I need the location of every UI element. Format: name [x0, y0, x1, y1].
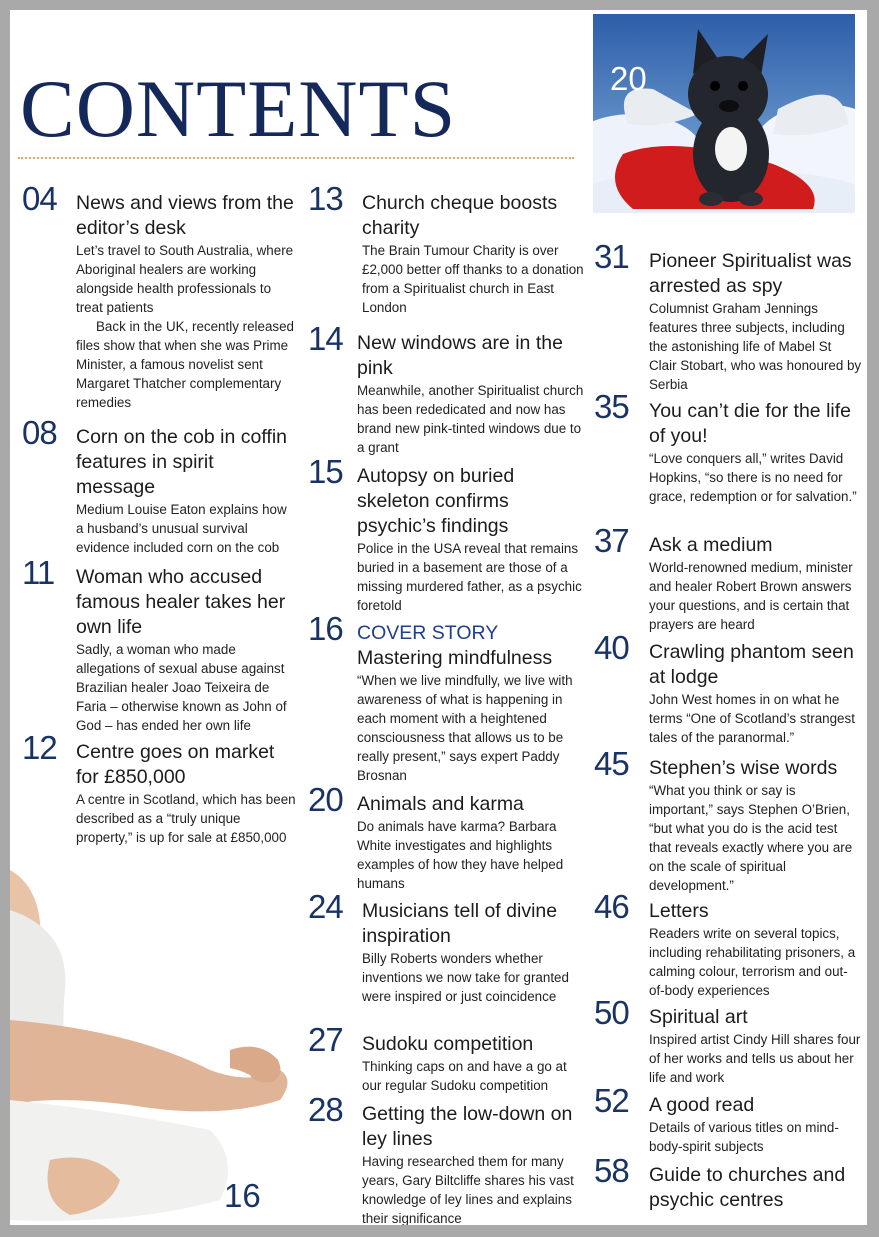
page-number: 16 [308, 610, 343, 647]
entry-description: Columnist Graham Jennings features three subjects, including the astonishing life of Mabel St Clair Stobart, who was honoured by Serbia [649, 301, 862, 392]
entry-headline: Stephen’s wise words [649, 757, 838, 779]
contents-entry[interactable] [22, 416, 297, 557]
page-number: 45 [594, 745, 629, 782]
contents-entry[interactable] [594, 996, 862, 1087]
page-number: 58 [594, 1152, 629, 1189]
entry-description: Readers write on several topics, including rehabilitating prisoners, a calming colour, terrorism and out-of-body experiences [649, 926, 856, 998]
entry-description: Police in the USA reveal that remains buried in a basement are those of a missing murdered father, as a psychic foretold [357, 541, 582, 613]
entry-headline: Corn on the cob in coffin features in spirit message [76, 426, 288, 498]
entry-headline: News and views from the editor’s desk [76, 192, 294, 239]
dog-photo [593, 14, 855, 213]
page-number: 04 [22, 180, 57, 217]
page-number: 13 [308, 180, 343, 217]
page-number: 15 [308, 453, 343, 490]
entry-headline: Church cheque boosts charity [362, 192, 558, 239]
entry-description: World-renowned medium, minister and healer Robert Brown answers your questions, and is certain that prayers are heard [649, 560, 853, 632]
yoga-photo-page-number: 16 [224, 1177, 261, 1214]
entry-headline: Crawling phantom seen at lodge [649, 641, 854, 688]
entry-description: John West homes in on what he terms “One of Scotland’s strangest tales of the paranormal.” [649, 692, 855, 745]
contents-entry[interactable] [308, 322, 588, 457]
entry-description: “What you think or say is important,” says Stephen O’Brien, “but what you do is the acid test that reveals exactly where you are on the scale of spiritual development.” [649, 783, 853, 893]
page-number: 08 [22, 414, 57, 451]
entry-headline: You can’t die for the life of you! [649, 400, 851, 447]
page-number: 11 [22, 554, 55, 591]
contents-entry[interactable] [308, 1093, 588, 1225]
page-number: 37 [594, 522, 629, 559]
contents-entry[interactable] [308, 455, 588, 615]
entry-headline: Pioneer Spiritualist was arrested as spy [649, 250, 852, 297]
page-number: 28 [308, 1091, 343, 1128]
page-number: 20 [308, 781, 343, 818]
entry-headline: New windows are in the pink [357, 332, 563, 379]
entry-headline: Woman who accused famous healer takes her own life [76, 566, 286, 638]
contents-entry[interactable] [22, 731, 297, 847]
entry-description: Inspired artist Cindy Hill shares four of her works and tells us about her life and work [649, 1032, 861, 1085]
page-number: 14 [308, 320, 343, 357]
contents-entry[interactable] [308, 1023, 588, 1095]
contents-entry[interactable] [308, 783, 588, 893]
entry-description: Sadly, a woman who made allegations of sexual abuse against Brazilian healer Joao Teixeira de Faria – otherwise known as John of God – has ended her own life [76, 642, 287, 733]
entry-description: Back in the UK, recently released files show that when she was Prime Minister, a famous novelist sent Margaret Thatcher complementary remedies [76, 319, 294, 410]
entry-headline: Ask a medium [649, 534, 773, 556]
contents-entry[interactable] [594, 1084, 862, 1156]
page-number: 40 [594, 629, 629, 666]
entry-headline: Mastering mindfulness [357, 647, 553, 669]
contents-entry[interactable] [594, 390, 862, 506]
entry-headline: Musicians tell of divine inspiration [362, 900, 558, 947]
entry-description: Let’s travel to South Australia, where Aboriginal healers are working alongside health professionals to treat patients [76, 243, 294, 315]
page-number: 24 [308, 888, 343, 925]
cover-story-label: COVER STORY [357, 622, 499, 644]
page-title: CONTENTS [20, 63, 457, 154]
magazine-page [10, 10, 867, 1225]
entry-headline: A good read [649, 1094, 755, 1116]
contents-entry[interactable] [22, 182, 297, 412]
entry-description: Thinking caps on and have a go at our regular Sudoku competition [362, 1059, 567, 1093]
entry-headline: Sudoku competition [362, 1033, 534, 1055]
entry-headline: Centre goes on market for £850,000 [76, 741, 275, 788]
contents-entry[interactable] [594, 631, 862, 747]
dotted-divider [18, 157, 574, 159]
entry-headline: Autopsy on buried skeleton confirms psychic’s findings [357, 465, 515, 537]
entry-description: Having researched them for many years, Gary Biltcliffe shares his vast knowledge of ley lines and explains their significance [362, 1154, 574, 1225]
entry-description: Billy Roberts wonders whether inventions we now take for granted were inspired or just coincidence [362, 951, 569, 1004]
entry-description: Medium Louise Eaton explains how a husband’s unusual survival evidence included corn on the cob [76, 502, 287, 555]
contents-entry[interactable] [308, 182, 588, 317]
page-number: 27 [308, 1021, 343, 1058]
entry-headline: Guide to churches and psychic centres [649, 1164, 846, 1211]
contents-entry[interactable] [308, 612, 588, 785]
contents-entry[interactable] [594, 890, 862, 1000]
contents-entry[interactable] [22, 556, 297, 735]
entry-description: “When we live mindfully, we live with awareness of what is happening in each moment with a heightened consciousness that allows us to be really present,” says expert Paddy Brosnan [357, 673, 573, 783]
entry-headline: Getting the low-down on ley lines [362, 1103, 573, 1150]
page-number: 31 [594, 238, 629, 275]
entry-headline: Animals and karma [357, 793, 524, 815]
page-number: 35 [594, 388, 629, 425]
entry-description: A centre in Scotland, which has been described as a “truly unique property,” is up for sale at £850,000 [76, 792, 296, 845]
entry-description: “Love conquers all,” writes David Hopkins, “so there is no need for grace, redemption or for salvation.” [649, 451, 857, 504]
contents-entry[interactable] [594, 524, 862, 634]
page-number: 12 [22, 729, 57, 766]
page-number: 50 [594, 994, 629, 1031]
entry-description: Details of various titles on mind-body-spirit subjects [649, 1120, 839, 1154]
entry-headline: Letters [649, 900, 709, 922]
contents-entry[interactable] [594, 240, 862, 394]
meditation-photo [10, 870, 300, 1225]
page-number: 52 [594, 1082, 629, 1119]
meditation-hand-photo-icon [10, 870, 300, 1225]
entry-description: Do animals have karma? Barbara White investigates and highlights examples of how they have helped humans [357, 819, 564, 891]
entry-description: Meanwhile, another Spiritualist church has been rededicated and now has brand new pink-tinted windows due to a grant [357, 383, 584, 455]
contents-entry[interactable] [594, 747, 862, 895]
contents-entry[interactable] [594, 1154, 862, 1213]
dog-photo-page-number: 20 [610, 60, 647, 97]
contents-entry[interactable] [308, 890, 588, 1006]
entry-headline: Spiritual art [649, 1006, 748, 1028]
winged-bulldog-photo-icon [593, 14, 855, 213]
entry-description: The Brain Tumour Charity is over £2,000 better off thanks to a donation from a Spiritualist church in East London [362, 243, 584, 315]
page-number: 46 [594, 888, 629, 925]
